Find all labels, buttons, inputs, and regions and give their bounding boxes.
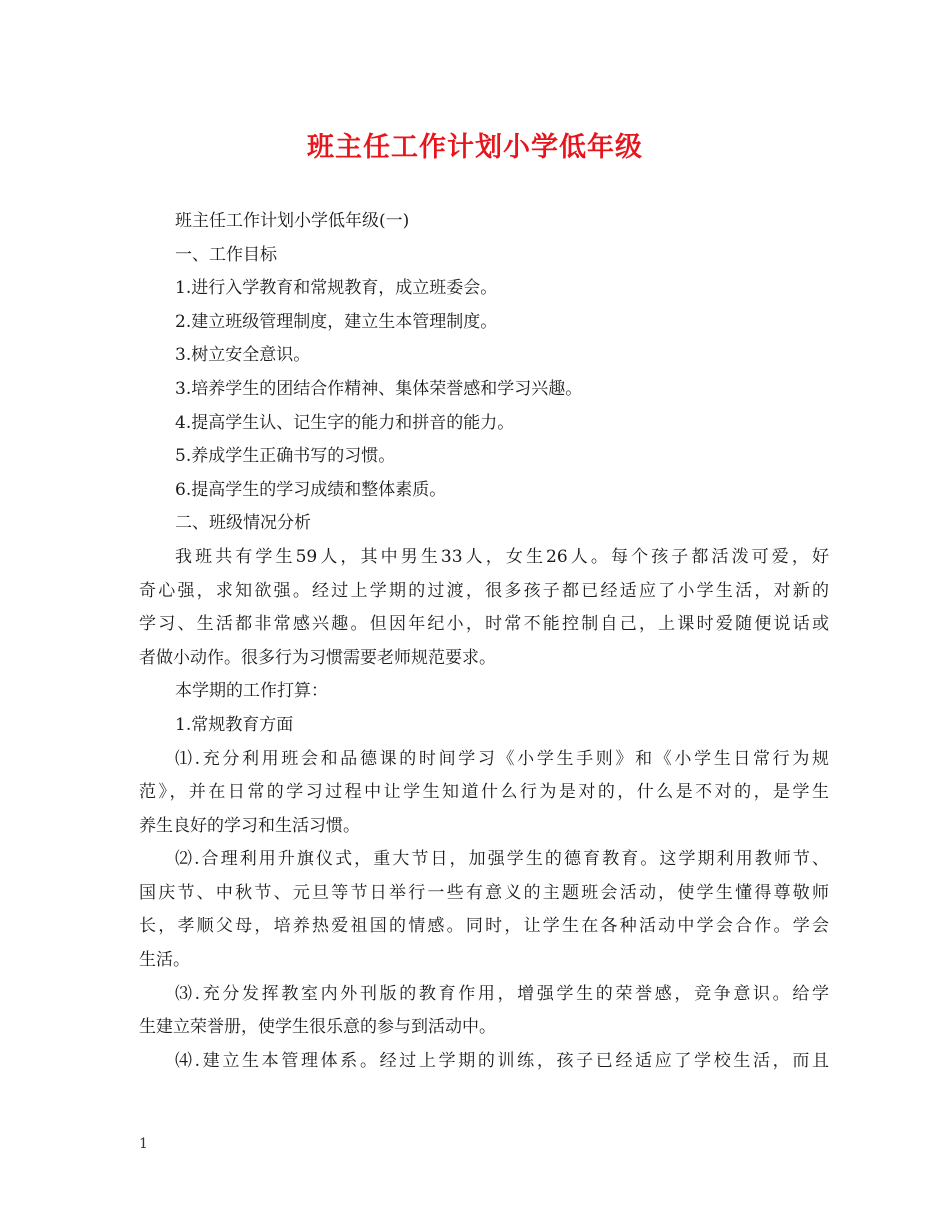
- text-line: 范》，并在日常的学习过程中让学生知道什么行为是对的，什么是不对的，是学生: [139, 782, 829, 803]
- text-line: 二、班级情况分析: [175, 513, 311, 534]
- page-number: 1: [139, 1136, 148, 1152]
- text-line: 4.提高学生认、记生字的能力和拼音的能力。: [175, 412, 515, 433]
- text-line: 本学期的工作打算：: [175, 681, 328, 702]
- text-line: 1.进行入学教育和常规教育，成立班委会。: [175, 278, 498, 299]
- text-line: 生活。: [139, 950, 190, 971]
- text-line: 者做小动作。很多行为习惯需要老师规范要求。: [139, 647, 496, 668]
- text-line: 2.建立班级管理制度，建立生本管理制度。: [175, 311, 498, 332]
- text-line: ⑵.合理利用升旗仪式，重大节日，加强学生的德育教育。这学期利用教师节、: [175, 849, 829, 870]
- text-line: ⑴.充分利用班会和品德课的时间学习《小学生手则》和《小学生日常行为规: [175, 748, 829, 769]
- text-line: ⑷.建立生本管理体系。经过上学期的训练，孩子已经适应了学校生活，而且: [175, 1050, 829, 1071]
- text-line: 6.提高学生的学习成绩和整体素质。: [175, 479, 447, 500]
- text-line: 生建立荣誉册，使学生很乐意的参与到活动中。: [139, 1017, 496, 1038]
- text-line: 5.养成学生正确书写的习惯。: [175, 446, 396, 467]
- text-line: 养生良好的学习和生活习惯。: [139, 815, 360, 836]
- document-title: 班主任工作计划小学低年级: [307, 132, 643, 163]
- text-line: 我班共有学生59人，其中男生33人，女生26人。每个孩子都活泼可爱，好: [175, 546, 829, 567]
- text-line: 3.培养学生的团结合作精神、集体荣誉感和学习兴趣。: [175, 378, 583, 399]
- text-line: 奇心强，求知欲强。经过上学期的过渡，很多孩子都已经适应了小学生活，对新的: [139, 580, 829, 601]
- document-body: [139, 205, 829, 1078]
- text-line: 班主任工作计划小学低年级(一): [175, 211, 410, 231]
- text-line: 一、工作目标: [175, 244, 277, 265]
- text-line: ⑶.充分发挥教室内外刊版的教育作用，增强学生的荣誉感，竞争意识。给学: [175, 983, 829, 1004]
- text-line: 3.树立安全意识。: [175, 345, 311, 366]
- text-line: 1.常规教育方面: [175, 714, 294, 735]
- text-line: 长，孝顺父母，培养热爱祖国的情感。同时，让学生在各种活动中学会合作。学会: [139, 916, 829, 937]
- text-line: 学习、生活都非常感兴趣。但因年纪小，时常不能控制自己，上课时爱随便说话或: [139, 614, 829, 635]
- text-line: 国庆节、中秋节、元旦等节日举行一些有意义的主题班会活动，使学生懂得尊敬师: [139, 882, 829, 903]
